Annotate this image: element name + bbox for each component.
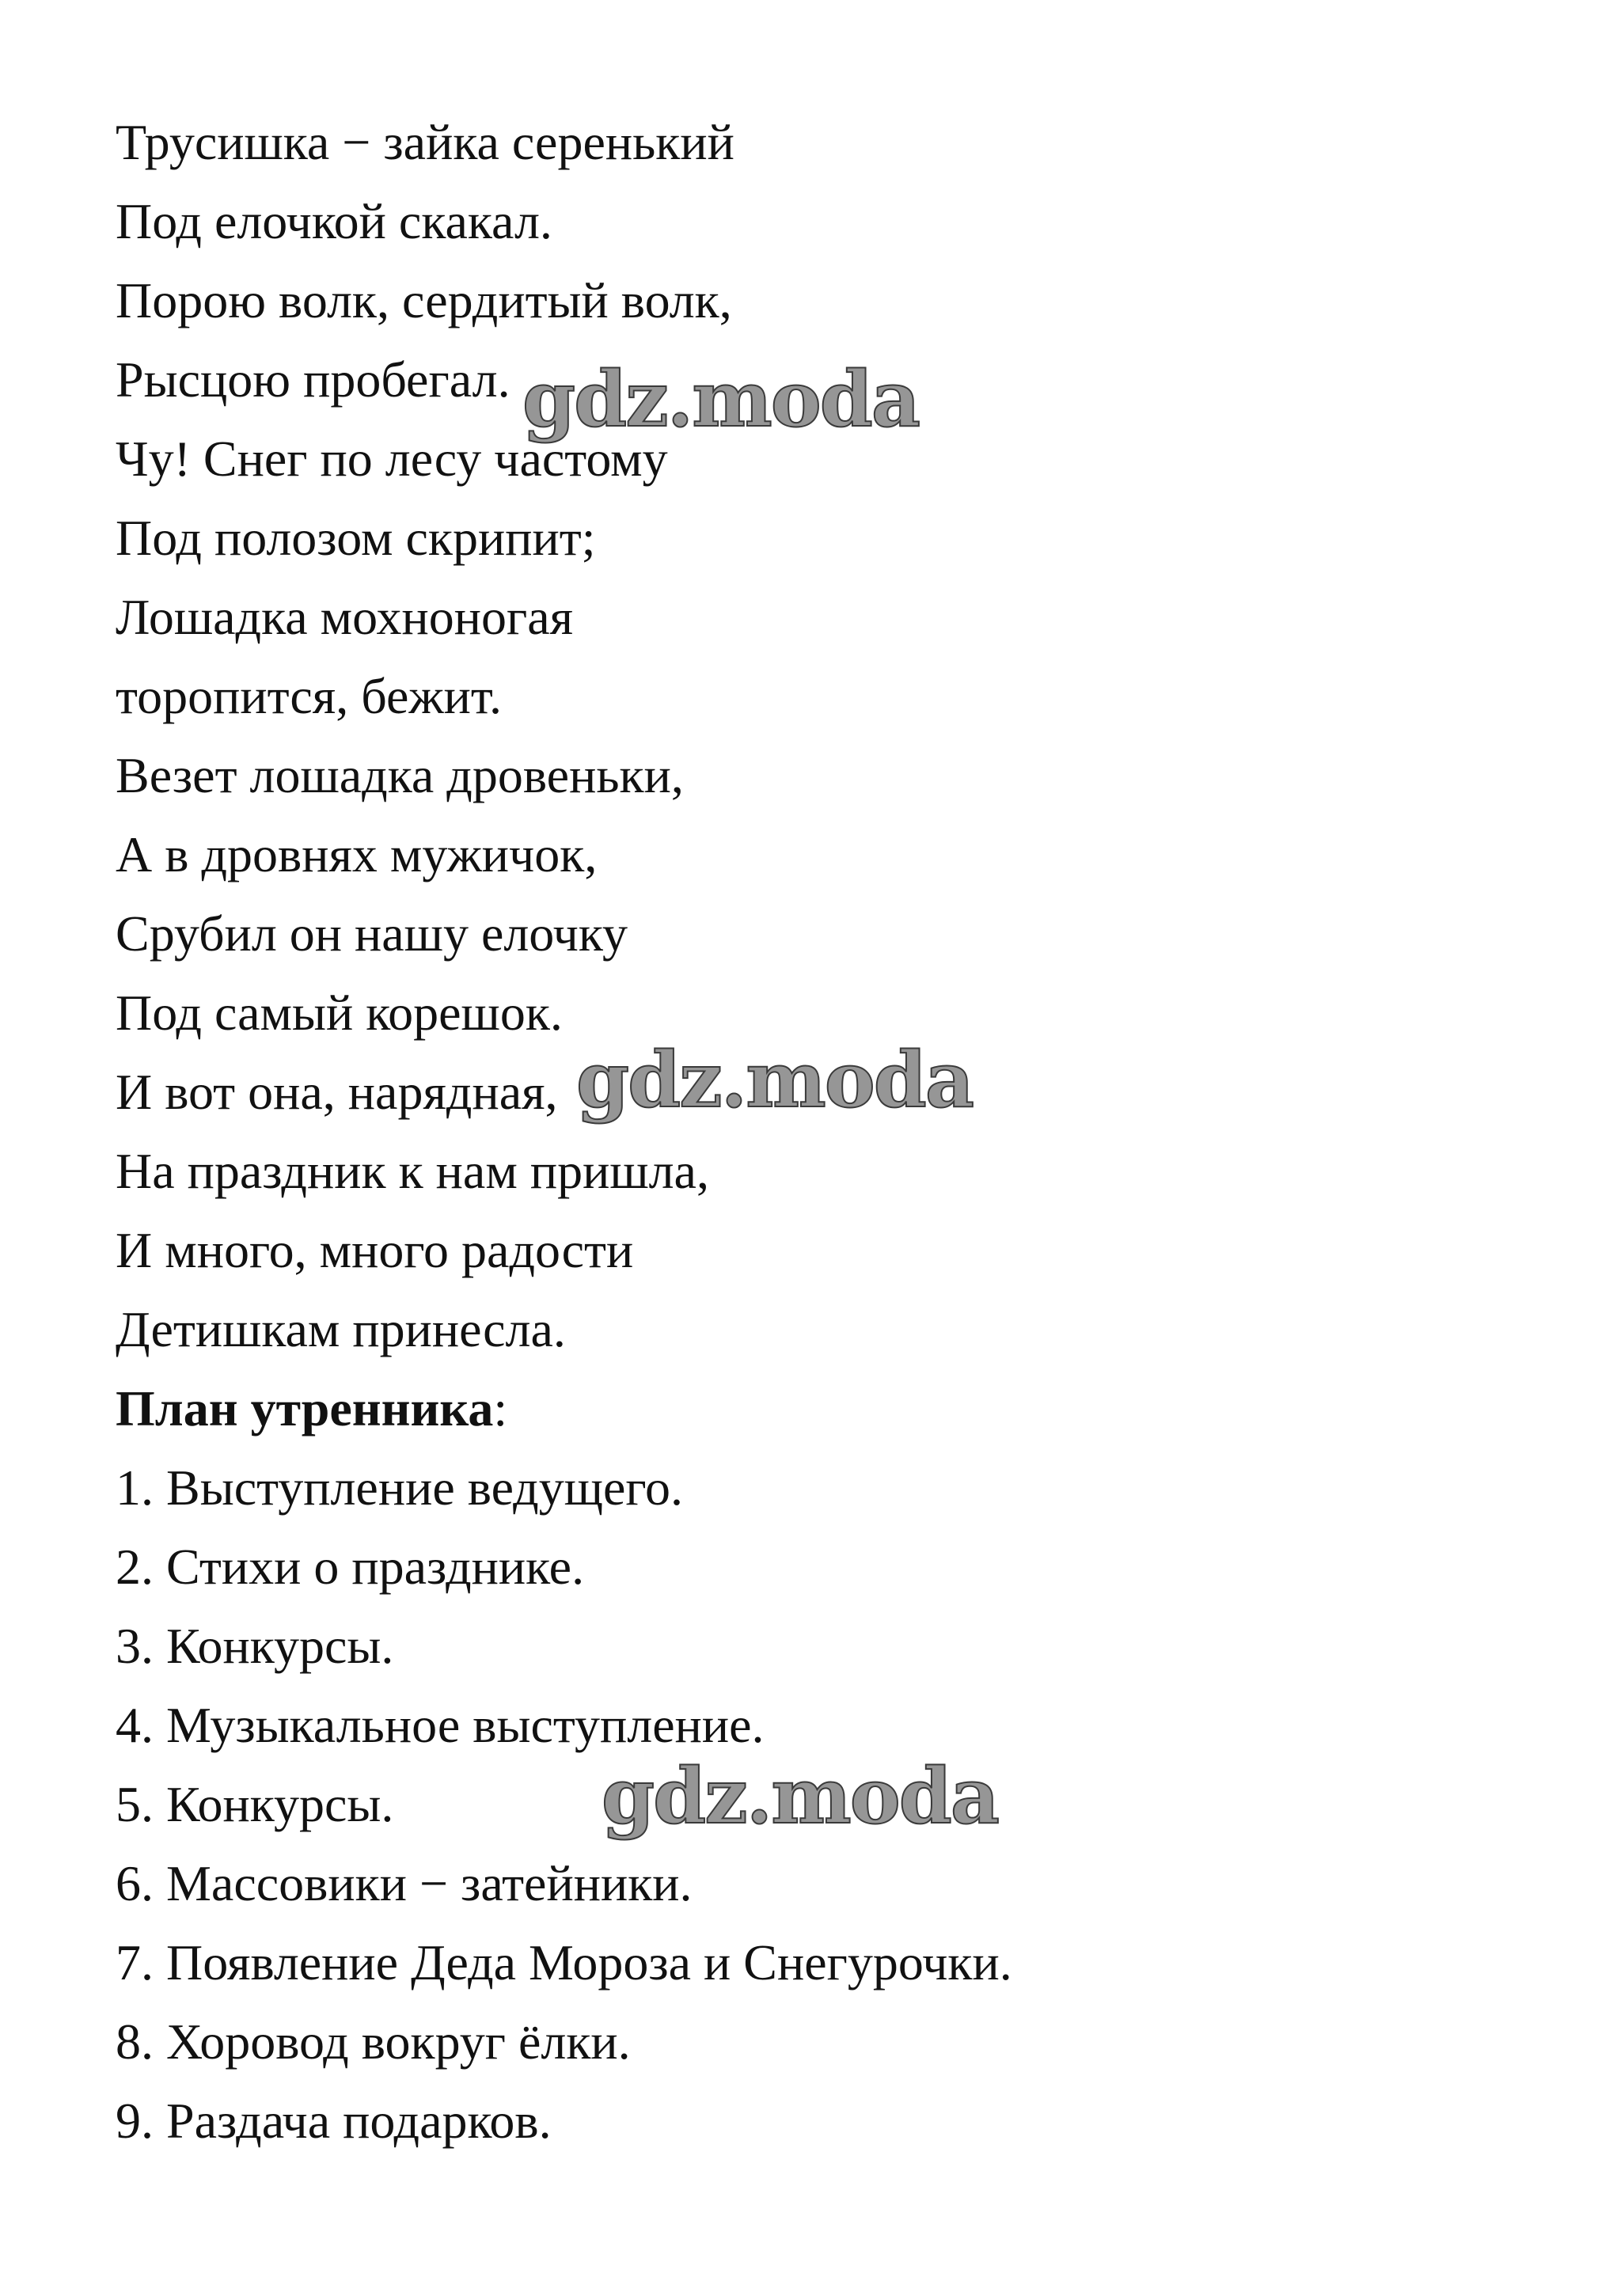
- poem-line: И вот она, нарядная,: [116, 1064, 558, 1120]
- poem-line: Детишкам принесла.: [116, 1301, 566, 1357]
- poem-line: Под полозом скрипит;: [116, 510, 596, 566]
- plan-heading-colon: :: [493, 1380, 508, 1436]
- poem-line: Везет лошадка дровеньки,: [116, 747, 684, 803]
- poem-line: Рысцою пробегал.: [116, 351, 510, 408]
- poem-line: Срубил он нашу елочку: [116, 905, 628, 962]
- plan-item: 9. Раздача подарков.: [116, 2093, 552, 2149]
- plan-heading: [116, 1377, 507, 1440]
- poem-line: Чу! Снег по лесу частому: [116, 431, 668, 487]
- watermark: gdz.moda: [576, 1035, 973, 1125]
- poem-line: И много, много радости: [116, 1222, 634, 1278]
- poem-line: Под самый корешок.: [116, 985, 563, 1041]
- plan-item: 1. Выступление ведущего.: [116, 1459, 684, 1516]
- plan-item: 5. Конкурсы.: [116, 1776, 394, 1832]
- poem-line: Порою волк, сердитый волк,: [116, 272, 732, 328]
- poem-line: А в дровнях мужичок,: [116, 826, 598, 882]
- watermark: gdz.moda: [522, 355, 920, 444]
- poem-line: торопится, бежит.: [116, 668, 502, 724]
- plan-item: 6. Массовики − затейники.: [116, 1855, 693, 1911]
- poem-line: Трусишка − зайка серенький: [116, 114, 734, 170]
- watermark: gdz.moda: [602, 1751, 999, 1841]
- poem-line: На праздник к нам пришла,: [116, 1143, 709, 1199]
- poem-line: Лошадка мохноногая: [116, 589, 574, 645]
- plan-item: 7. Появление Деда Мороза и Снегурочки.: [116, 1934, 1012, 1990]
- plan-heading-text: План утренника: [116, 1380, 494, 1436]
- plan-item: 2. Стихи о празднике.: [116, 1539, 585, 1595]
- plan-item: 4. Музыкальное выступление.: [116, 1697, 765, 1753]
- plan-item: 8. Хоровод вокруг ёлки.: [116, 2013, 631, 2070]
- poem-line: Под елочкой скакал.: [116, 193, 552, 249]
- plan-item: 3. Конкурсы.: [116, 1618, 394, 1674]
